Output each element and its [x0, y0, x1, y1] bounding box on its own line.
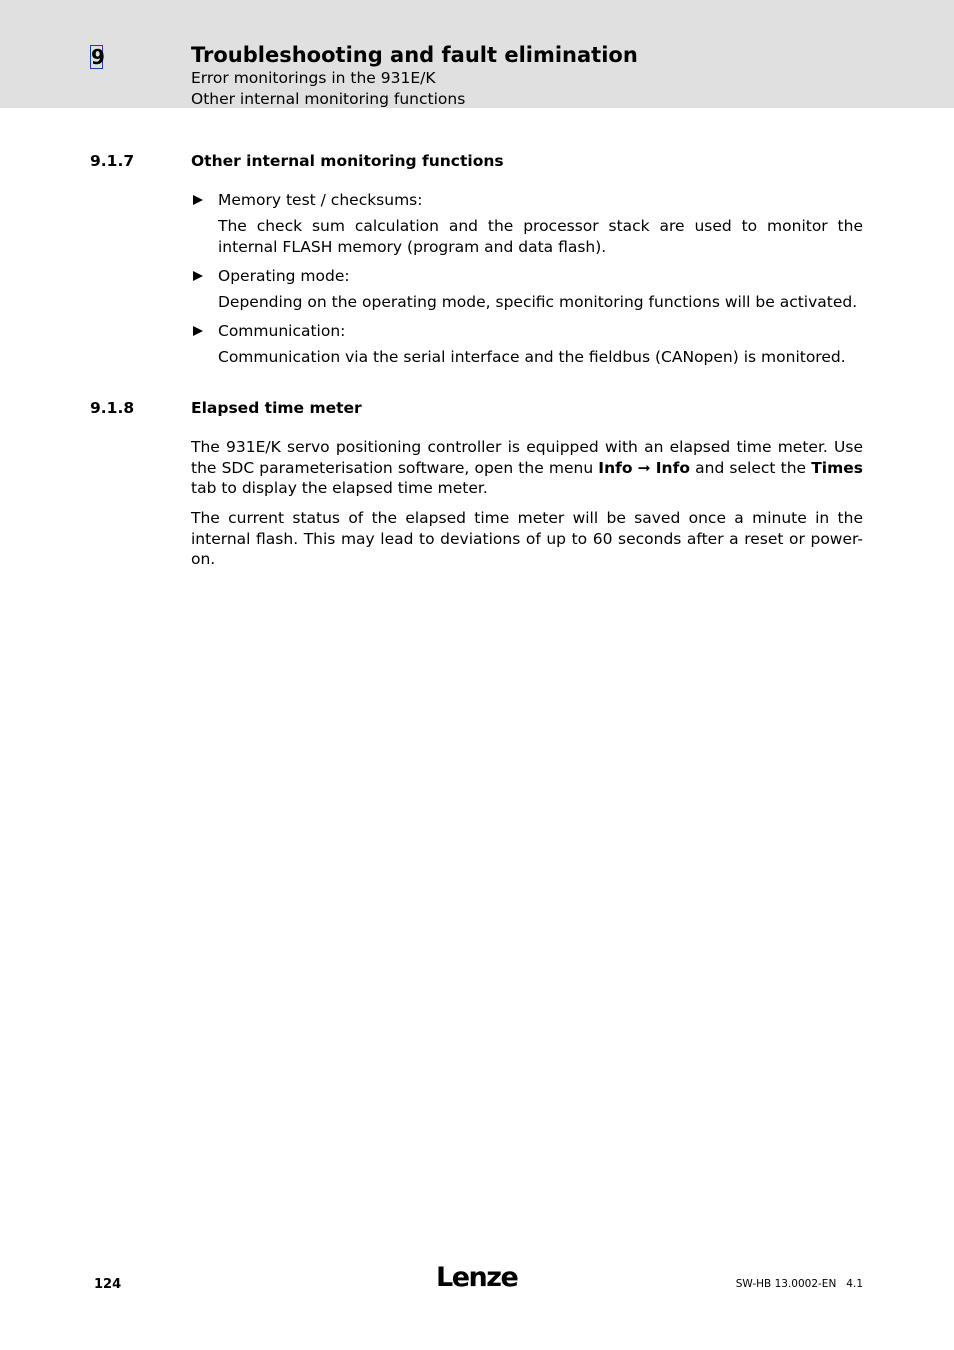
elapsed-time-paragraph-2: The current status of the elapsed time meter will be saved once a minute in the internal flash. This may lead to deviations of up to 60 seconds after a reset or power-on. [191, 509, 863, 568]
page-number: 124 [94, 1277, 122, 1292]
chapter-title: Troubleshooting and fault elimination [191, 43, 638, 67]
menu-path-arrow-icon: ➞ [637, 458, 651, 477]
lenze-logo: Lenze [436, 1262, 518, 1293]
paragraph-text: and select the [689, 458, 812, 477]
section-title-917: Other internal monitoring functions [191, 152, 504, 170]
section-number-917: 9.1.7 [90, 152, 135, 170]
bullet-label-memory-test: Memory test / checksums: [218, 191, 423, 209]
section-title-918: Elapsed time meter [191, 399, 362, 417]
header-subtitle-2: Other internal monitoring functions [191, 90, 466, 108]
bullet-description-operating-mode: Depending on the operating mode, specific monitoring functions will be activated. [218, 293, 858, 311]
bullet-arrow-icon [193, 326, 203, 336]
bullet-description-communication: Communication via the serial interface and the fieldbus (CANopen) is monitored. [218, 348, 846, 366]
paragraph-text: tab to display the elapsed time meter. [191, 479, 488, 497]
document-version: 4.1 [846, 1278, 863, 1290]
elapsed-time-paragraph-1 [191, 437, 863, 499]
section-number-918: 9.1.8 [90, 399, 135, 417]
menu-name-info: Info [655, 458, 690, 477]
bullet-label-communication: Communication: [218, 322, 346, 340]
document-reference [736, 1278, 863, 1290]
bullet-arrow-icon [193, 195, 203, 205]
paragraph-text: The 931E/K servo positioning controller is equipped with an elapsed time meter. Use the SDC parameterisation software, open the menu [191, 438, 863, 477]
bullet-description-memory-test: The check sum calculation and the processor stack are used to monitor the internal FLASH memory (program and data flash). [218, 217, 863, 256]
header-subtitle-1: Error monitorings in the 931E/K [191, 69, 436, 87]
chapter-number-box[interactable]: 9 [91, 45, 105, 69]
bullet-arrow-icon [193, 271, 203, 281]
menu-name-info: Info [598, 458, 633, 477]
document-id: SW-HB 13.0002-EN [735, 1278, 837, 1290]
tab-name-times: Times [811, 458, 863, 477]
bullet-label-operating-mode: Operating mode: [218, 267, 350, 285]
